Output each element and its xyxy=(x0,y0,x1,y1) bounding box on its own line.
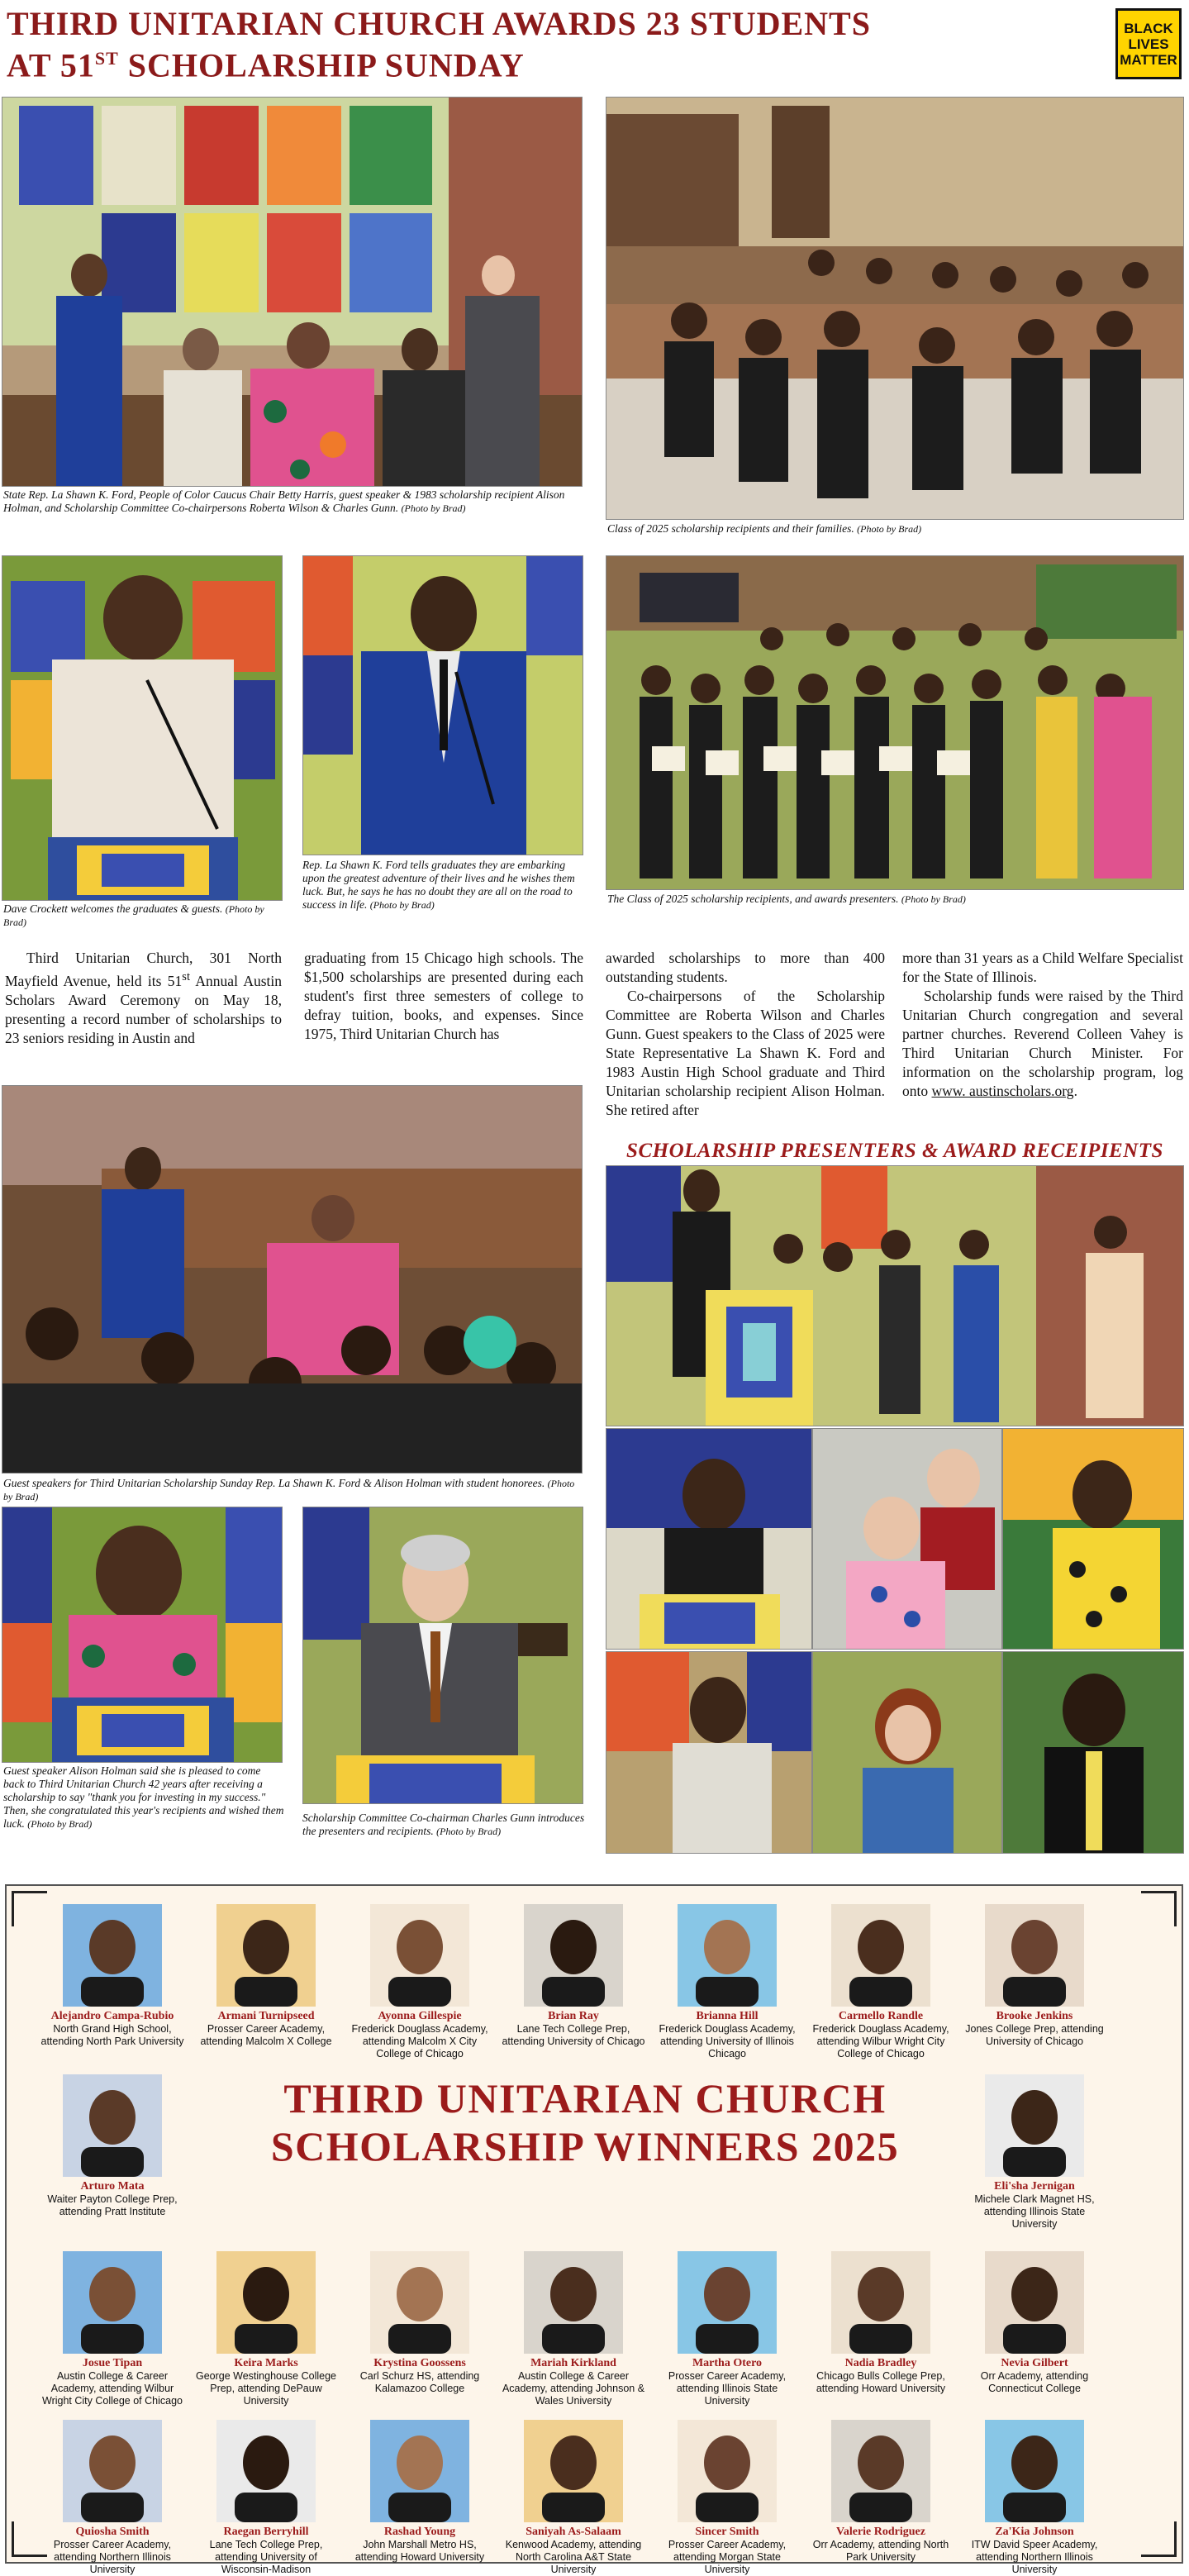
winner-card xyxy=(40,2420,185,2576)
article-column-2 xyxy=(304,949,583,1044)
photo-presenter-woman-red-hair xyxy=(812,1651,1002,1854)
winner-name: Sincer Smith xyxy=(695,2526,759,2538)
photo-speakers-group-art xyxy=(2,98,583,487)
photo-rep-ford-art xyxy=(303,556,583,855)
winner-name: Arturo Mata xyxy=(80,2180,145,2193)
winner-school: Prosser Career Academy, attending Morgan State University xyxy=(668,2539,787,2575)
article-col3-p1: awarded scholarships to more than 400 outstanding students. xyxy=(606,950,885,985)
presenters-section-title: SCHOLARSHIP PRESENTERS & AWARD RECEIPIENTS xyxy=(626,1140,1163,1162)
winner-card xyxy=(808,2251,954,2395)
photo-presenter-woman-glasses xyxy=(606,1428,812,1650)
winner-portrait-art xyxy=(831,2420,930,2522)
photo-class-of-2025-families xyxy=(606,97,1184,520)
winner-portrait-art xyxy=(524,2251,623,2354)
photo-speakers-group xyxy=(2,97,583,487)
winner-card xyxy=(193,2251,339,2407)
article-col4-p2: Scholarship funds were raised by the Third Unitarian Church congregation and several partner churches. Reverend Colleen Vahey is Third Unitarian Church Minister. For information on the scholarship program, log onto xyxy=(902,988,1183,1099)
caption-speakers-group-text: State Rep. La Shawn K. Ford, People of Color Caucus Chair Betty Harris, guest speaker & 1983 scholarship recipient Alison Holman, and Scholarship Committee Co-chairpersons Roberta Wilson & Charles Gunn. xyxy=(3,488,565,514)
photo-presenters-podium xyxy=(606,1165,1184,1426)
winner-school: Carl Schurz HS, attending Kalamazoo College xyxy=(359,2370,480,2394)
winner-card xyxy=(962,2074,1107,2231)
photo-credit: (Photo by Brad) xyxy=(369,899,435,911)
decorative-corner xyxy=(1141,1891,1177,1926)
winner-school: ITW David Speer Academy, attending Northern Illinois University xyxy=(971,2539,1098,2575)
winner-portrait xyxy=(524,2251,623,2354)
winner-portrait-art xyxy=(63,2074,162,2177)
winner-card xyxy=(808,1904,954,2060)
winner-portrait xyxy=(985,2251,1084,2354)
winner-name: Ayonna Gillespie xyxy=(378,2010,462,2022)
winners-title-line-1: THIRD UNITARIAN CHURCH xyxy=(283,2075,887,2121)
winner-portrait-art xyxy=(63,2251,162,2354)
article-column-1 xyxy=(5,949,282,1048)
winner-card xyxy=(40,2074,185,2218)
photo-dave-crockett xyxy=(2,555,283,901)
winner-portrait xyxy=(370,2420,469,2522)
winner-name: Brian Ray xyxy=(548,2010,599,2022)
winner-name: Rashad Young xyxy=(383,2526,456,2538)
winner-card xyxy=(501,2251,646,2407)
photo-presenter-woman-glasses-art xyxy=(606,1429,812,1650)
winner-portrait-art xyxy=(370,2251,469,2354)
caption-alison-holman-text: Guest speaker Alison Holman said she is pleased to come back to Third Unitarian Church 42 years after receiving a scholarship to say "thank you for investing in my success." Then, she congratulated this year's recipients and wished them luck. xyxy=(3,1764,284,1830)
photo-guest-speakers-art xyxy=(2,1086,583,1474)
winner-card xyxy=(808,2420,954,2564)
winner-portrait xyxy=(831,2420,930,2522)
winner-portrait-art xyxy=(63,2420,162,2522)
winner-school: Jones College Prep, attending University of Chicago xyxy=(965,2023,1104,2047)
winner-portrait-art xyxy=(678,2420,777,2522)
winner-portrait-art xyxy=(985,1904,1084,2007)
winner-portrait-art xyxy=(63,1904,162,2007)
winner-portrait-art xyxy=(524,1904,623,2007)
winner-school: Lane Tech College Prep, attending University of Chicago xyxy=(502,2023,645,2047)
winner-portrait xyxy=(985,2074,1084,2177)
winner-portrait-art xyxy=(216,1904,316,2007)
winner-name: Za'Kia Johnson xyxy=(995,2526,1074,2538)
winner-portrait-art xyxy=(831,2251,930,2354)
winner-name: Josue Tipan xyxy=(82,2357,143,2369)
winner-school: Waiter Payton College Prep, attending Pratt Institute xyxy=(47,2193,178,2217)
winner-school: Michele Clark Magnet HS, attending Illinois State University xyxy=(974,2193,1095,2230)
photo-presenters-podium-art xyxy=(606,1166,1184,1426)
photo-presenters-couple-art xyxy=(813,1429,1002,1650)
caption-class-families xyxy=(607,522,1184,536)
winner-portrait-art xyxy=(678,2251,777,2354)
caption-dave-crockett-text: Dave Crockett welcomes the graduates & guests. xyxy=(3,902,223,915)
winner-portrait xyxy=(678,2420,777,2522)
decorative-corner xyxy=(1141,2521,1177,2557)
photo-presenter-young-man xyxy=(1002,1651,1184,1854)
photo-class-and-presenters xyxy=(606,555,1184,890)
caption-rep-ford-text: Rep. La Shawn K. Ford tells graduates they are embarking upon the greatest adventure of their lives and he wishes them luck. But, he says he has no doubt they are all on the road to success in life. xyxy=(302,859,575,911)
winner-card xyxy=(654,2420,800,2576)
winner-school: Orr Academy, attending North Park University xyxy=(812,2539,949,2563)
headline-line-1: THIRD UNITARIAN CHURCH AWARDS 23 STUDENTS xyxy=(7,5,871,42)
winner-card xyxy=(962,2420,1107,2576)
caption-rep-ford xyxy=(302,859,587,912)
article-col4-p1: more than 31 years as a Child Welfare Specialist for the State of Illinois. xyxy=(902,950,1183,985)
winner-card xyxy=(347,2251,492,2395)
winner-school: Frederick Douglass Academy, attending Wilbur Wright City College of Chicago xyxy=(812,2023,949,2059)
winner-name: Raegan Berryhill xyxy=(223,2526,309,2538)
winner-card xyxy=(654,1904,800,2060)
article-col2-text: graduating from 15 Chicago high schools. The $1,500 scholarships are presented during each student's first three semesters of college to defray tuition, books, and expenses. Since 1975, Third Unitarian Church has xyxy=(304,950,583,1042)
photo-class-families-art xyxy=(606,98,1184,520)
winner-card xyxy=(40,1904,185,2048)
winner-name: Saniyah As-Salaam xyxy=(526,2526,621,2538)
scholarship-website-link[interactable]: www. austinscholars.org xyxy=(931,1083,1074,1099)
headline-line-2-start: AT 51 xyxy=(7,46,95,84)
winner-school: Orr Academy, attending Connecticut College xyxy=(980,2370,1089,2394)
winner-name: Alejandro Campa-Rubio xyxy=(50,2010,174,2022)
black-lives-matter-badge xyxy=(1115,8,1182,79)
winner-card xyxy=(193,1904,339,2048)
article-col3-p2: Co-chairpersons of the Scholarship Committee are Roberta Wilson and Charles Gunn. Guest speakers to the Class of 2025 were State Representative La Shawn K. Ford and 1983 Austin High School graduate and Third Unitarian scholarship recipient Alison Holman. She retired after xyxy=(606,988,885,1118)
winner-portrait-art xyxy=(831,1904,930,2007)
photo-guest-speakers-with-honorees xyxy=(2,1085,583,1474)
caption-dave-crockett xyxy=(3,902,284,929)
winner-portrait xyxy=(985,2420,1084,2522)
winner-card xyxy=(654,2251,800,2407)
blm-word-3: MATTER xyxy=(1120,51,1177,68)
photo-credit: (Photo by Brad) xyxy=(3,903,264,928)
caption-speakers-group xyxy=(3,488,582,515)
winner-portrait xyxy=(63,1904,162,2007)
caption-guest-speakers-text: Guest speakers for Third Unitarian Scholarship Sunday Rep. La Shawn K. Ford & Alison Holman with student honorees. xyxy=(3,1477,545,1489)
winner-card xyxy=(40,2251,185,2407)
winner-portrait-art xyxy=(985,2251,1084,2354)
winner-card xyxy=(193,2420,339,2576)
winner-portrait xyxy=(370,1904,469,2007)
winners-title-line-2: SCHOLARSHIP WINNERS 2025 xyxy=(270,2123,900,2169)
article-col1-start: Third Unitarian Church, 301 North Mayfield Avenue, held its 51 xyxy=(5,950,282,989)
winner-school: Austin College & Career Academy, attending Johnson & Wales University xyxy=(502,2370,645,2407)
photo-alison-holman-art xyxy=(2,1507,283,1763)
winner-card xyxy=(962,2251,1107,2395)
winner-card xyxy=(347,2420,492,2564)
winner-portrait xyxy=(678,2251,777,2354)
winner-school: Frederick Douglass Academy, attending Malcolm X City College of Chicago xyxy=(351,2023,488,2059)
headline-line-2-end: SCHOLARSHIP SUNDAY xyxy=(118,46,525,84)
winner-portrait-art xyxy=(216,2420,316,2522)
photo-credit: (Photo by Brad) xyxy=(857,523,922,535)
photo-credit: (Photo by Brad) xyxy=(901,893,966,905)
caption-alison-holman xyxy=(3,1764,284,1831)
photo-credit: (Photo by Brad) xyxy=(401,502,466,514)
winner-portrait xyxy=(524,2420,623,2522)
winner-school: Prosser Career Academy, attending Illinois State University xyxy=(668,2370,787,2407)
winner-portrait xyxy=(63,2420,162,2522)
caption-class-families-text: Class of 2025 scholarship recipients and their families. xyxy=(607,522,854,535)
winner-card xyxy=(501,2420,646,2576)
article-column-3 xyxy=(606,949,885,1120)
scholarship-winners-panel xyxy=(5,1884,1183,2575)
winner-portrait-art xyxy=(985,2420,1084,2522)
photo-presenter-young-woman-art xyxy=(1003,1429,1184,1650)
winner-portrait-art xyxy=(216,2251,316,2354)
caption-charles-gunn xyxy=(302,1812,587,1838)
caption-charles-gunn-text: Scholarship Committee Co-chairman Charles Gunn introduces the presenters and recipients. xyxy=(302,1812,585,1837)
winner-card xyxy=(347,1904,492,2060)
winner-portrait xyxy=(524,1904,623,2007)
article-col4-end: . xyxy=(1073,1083,1077,1099)
winner-name: Armani Turnipseed xyxy=(217,2010,315,2022)
winner-portrait-art xyxy=(678,1904,777,2007)
photo-credit: (Photo by Brad) xyxy=(3,1478,575,1502)
photo-charles-gunn-art xyxy=(303,1507,583,1804)
winner-school: North Grand High School, attending North Park University xyxy=(40,2023,184,2047)
headline-superscript: ST xyxy=(94,48,119,69)
article-col1-end: Annual Austin Scholars Award Ceremony on May 18, presenting a record number of scholarships to 23 seniors residing in Austin and xyxy=(5,972,282,1046)
photo-presenter-young-woman xyxy=(1002,1428,1184,1650)
photo-charles-gunn xyxy=(302,1507,583,1804)
caption-guest-speakers xyxy=(3,1477,582,1503)
photo-rep-ford-speaking xyxy=(302,555,583,855)
winner-name: Brianna Hill xyxy=(696,2010,759,2022)
winner-portrait xyxy=(63,2251,162,2354)
winner-portrait-art xyxy=(524,2420,623,2522)
winner-school: Lane Tech College Prep, attending University of Wisconsin-Madison xyxy=(209,2539,323,2575)
photo-class-presenters-art xyxy=(606,556,1184,890)
photo-presenter-man-gray-suit-art xyxy=(606,1652,812,1854)
winner-school: George Westinghouse College Prep, attending DePauw University xyxy=(195,2370,336,2407)
winner-school: Frederick Douglass Academy, attending University of Illinois Chicago xyxy=(659,2023,796,2059)
winner-school: Chicago Bulls College Prep, attending Howard University xyxy=(816,2370,946,2394)
winner-portrait xyxy=(216,1904,316,2007)
article-superscript: st xyxy=(182,970,191,983)
winner-name: Nevia Gilbert xyxy=(1001,2357,1068,2369)
photo-presenter-young-man-art xyxy=(1003,1652,1184,1854)
winner-name: Brooke Jenkins xyxy=(996,2010,1073,2022)
winner-school: Prosser Career Academy, attending Malcolm X College xyxy=(200,2023,332,2047)
winner-portrait-art xyxy=(370,1904,469,2007)
winner-card xyxy=(501,1904,646,2048)
article-column-4 xyxy=(902,949,1183,1101)
winner-name: Quiosha Smith xyxy=(75,2526,150,2538)
winner-school: John Marshall Metro HS, attending Howard University xyxy=(354,2539,485,2563)
winner-name: Keira Marks xyxy=(234,2357,298,2369)
winner-portrait xyxy=(678,1904,777,2007)
photo-credit: (Photo by Brad) xyxy=(436,1826,502,1837)
winner-name: Valerie Rodriguez xyxy=(836,2526,925,2538)
winner-name: Eli'sha Jernigan xyxy=(994,2180,1075,2193)
winner-card xyxy=(962,1904,1107,2048)
blm-word-1: BLACK xyxy=(1124,20,1173,36)
photo-alison-holman xyxy=(2,1507,283,1763)
photo-dave-crockett-art xyxy=(2,556,283,901)
photo-presenter-woman-red-hair-art xyxy=(813,1652,1002,1854)
winner-name: Carmello Randle xyxy=(838,2010,924,2022)
photo-presenters-couple xyxy=(812,1428,1002,1650)
winner-name: Mariah Kirkland xyxy=(530,2357,616,2369)
caption-class-presenters xyxy=(607,893,1184,906)
winner-portrait-art xyxy=(985,2074,1084,2177)
winner-school: Kenwood Academy, attending North Carolina A&T State University xyxy=(505,2539,642,2575)
winner-portrait xyxy=(63,2074,162,2177)
headline-line-2 xyxy=(7,41,1031,83)
winner-portrait xyxy=(216,2420,316,2522)
blm-word-2: LIVES xyxy=(1128,36,1169,52)
photo-credit: (Photo by Brad) xyxy=(27,1818,93,1830)
winner-name: Martha Otero xyxy=(692,2357,763,2369)
photo-presenter-man-gray-suit xyxy=(606,1651,812,1854)
winner-portrait xyxy=(985,1904,1084,2007)
headline xyxy=(7,7,1031,83)
winner-portrait-art xyxy=(370,2420,469,2522)
winner-school: Prosser Career Academy, attending Northern Illinois University xyxy=(53,2539,172,2575)
winner-portrait xyxy=(831,2251,930,2354)
winner-name: Krystina Goossens xyxy=(373,2357,466,2369)
winner-portrait xyxy=(216,2251,316,2354)
winner-school: Austin College & Career Academy, attending Wilbur Wright City College of Chicago xyxy=(42,2370,183,2407)
winner-name: Nadia Bradley xyxy=(844,2357,917,2369)
winner-portrait xyxy=(831,1904,930,2007)
winners-title xyxy=(213,2074,957,2170)
caption-class-presenters-text: The Class of 2025 scholarship recipients, and awards presenters. xyxy=(607,893,899,905)
winner-portrait xyxy=(370,2251,469,2354)
